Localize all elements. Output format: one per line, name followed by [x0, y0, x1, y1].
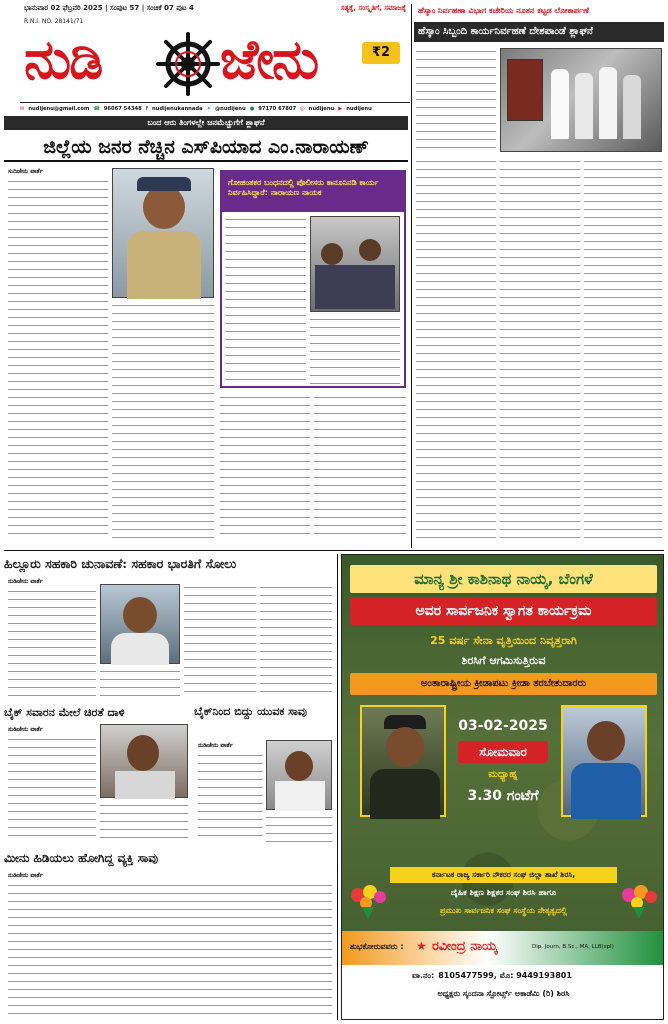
flower-bouquet-icon: [348, 883, 388, 919]
masthead-title-right: ಜೇನು: [220, 27, 318, 91]
hescom-photo: [500, 48, 662, 152]
hescom-col-a: [416, 158, 496, 544]
ad-line5: ಅಂತಾರಾಷ್ಟ್ರೀಯ ಕ್ರೀಡಾಪಟು ಕ್ರೀಡಾ ತರಬೇತುದಾರರು: [350, 673, 657, 695]
instagram-icon: ◎: [300, 105, 305, 112]
election-col-4: [260, 584, 332, 696]
election-headline: ಹಿಲ್ಲೂರು ಸಹಕಾರಿ ಚುನಾವಣೆ: ಸಹಕಾರ ಭಾರತಿಗೆ ಸೋಲು: [4, 556, 237, 571]
price-badge: ₹2: [362, 42, 400, 64]
lead-headline: ಜಿಲ್ಲೆಯ ಜನರ ನೆಚ್ಚಿನ ಎಸ್‌ಪಿಯಾದ ಎಂ.ನಾರಾಯಣ್: [4, 132, 408, 162]
bike-attack-dateline: ನುಡಿಜೇನು ವಾರ್ತೆ: [8, 726, 43, 733]
ad-org1: ಕರ್ನಾಟಕ ರಾಜ್ಯ ಸರ್ಕಾರಿ ನೌಕರರ ಸಂಘ ಜಿಲ್ಲಾ ಶಾಖೆ ಶಿರಸಿ,: [390, 867, 617, 883]
hescom-story: [414, 2, 664, 548]
ad-date: 03-02-2025: [458, 718, 548, 734]
bike-death-dateline: ನುಡಿಜೇನು ವಾರ್ತೆ: [198, 742, 233, 749]
drown-dateline: ನುಡಿಜೇನು ವಾರ್ತೆ: [8, 872, 43, 879]
ad-org2: ದೈಹಿಕ ಶಿಕ್ಷಣ ಶಿಕ್ಷಕರ ಸಂಘ ಶಿರಸಿ ಹಾಗೂ: [450, 888, 557, 897]
bike-death-headline: ಬೈಕ್‌ನಿಂದ ಬಿದ್ದು ಯುವಕ ಸಾವು: [194, 705, 307, 718]
flower-bouquet-icon: [619, 883, 659, 919]
welcome-ad: [341, 554, 664, 1020]
election-photo: [100, 584, 180, 664]
page-divider: [4, 550, 664, 551]
lead-inset-headline: ಗೋಹಂತಕರ ಬಂಧನದಲ್ಲಿ ಪೊಲೀಸರು ಕಾನೂನಿನಡಿ ಕಾರ್ಯ ನಿರ್ವಹಿಸಿದ್ದಾರೆ: ನಾರಾಯಣ ನಾಯಕ: [222, 172, 404, 212]
ad-line4: ಶಿರಸಿಗೆ ಆಗಮಿಸುತ್ತಿರುವ: [461, 654, 546, 667]
election-dateline: ನುಡಿಜೇನು ವಾರ್ತೆ: [8, 578, 43, 585]
masthead-title-left: ನುಡಿ: [24, 27, 102, 91]
ad-phones[interactable]: 8105477599, ಮೊ: 9449193801: [438, 971, 572, 980]
ad-wish-name: ರವೀಂದ್ರ ನಾಯ್ಕ: [432, 939, 498, 954]
bike-death-col-2: [266, 814, 332, 842]
ad-time: 3.30 ಗಂಟೆಗೆ: [467, 788, 539, 804]
whatsapp-icon: ●: [249, 105, 255, 112]
lead-kicker: ಬಂದ ಆರು ತಿಂಗಳಲ್ಲೇ ಜನಮೆಚ್ಚುಗೆಗೆ ಶ್ಲಾಘನೆ: [4, 116, 408, 130]
star-icon: ★: [416, 939, 427, 953]
lead-story: [4, 116, 408, 548]
lead-col-1: [8, 178, 108, 540]
election-story: [4, 554, 334, 700]
ad-athlete-photo: [561, 705, 647, 817]
column-divider: [411, 4, 412, 548]
masthead: [6, 2, 410, 114]
lead-col-4: [314, 394, 406, 540]
facebook-icon: f: [145, 105, 148, 112]
helm-wheel-icon: [156, 32, 220, 96]
ad-wish-qual: Dip. Journ, B.Sc., MA, LLB(spl): [532, 944, 614, 950]
lead-col-3: [220, 394, 310, 540]
lead-col-2: [112, 302, 214, 540]
contact-instagram[interactable]: nudijenu: [308, 105, 335, 112]
election-col-1: [8, 588, 96, 696]
bike-death-photo: [266, 740, 332, 810]
hescom-col-b: [500, 158, 580, 544]
contact-email[interactable]: nudijenu@gmail.com: [28, 105, 90, 112]
issue-line: ಭಾನುವಾರ 02 ಫೆಬ್ರವರಿ 2025 | ಸಂಪುಟ 57 | ಸಂಚಿಕೆ 07 ಪುಟ 4: [24, 4, 194, 12]
rni-number: R.N.I. NO. 28141/71: [24, 18, 84, 25]
ad-day: ಸೋಮವಾರ: [458, 741, 548, 763]
hescom-headline-small: ಹೆಸ್ಕಾಂ ನಿರ್ವಹಣಾ ವಿಭಾಗ ಕಚೇರಿಯ ನೂತನ ಕಟ್ಟಡ ಲೋಕಾರ್ಪಣೆ: [418, 6, 589, 15]
drown-body: [8, 882, 332, 1016]
ad-phone-label: ವಾ.ನಂ:: [412, 971, 435, 980]
ad-line1: ಮಾನ್ಯ ಶ್ರೀ ಕಾಶಿನಾಥ ನಾಯ್ಕ, ಬೆಂಗಳೆ: [350, 565, 657, 593]
bike-death-story: [194, 704, 334, 844]
lead-inset-photo: [310, 216, 400, 312]
tagline: ಸತ್ಯಕ್ಕೆ, ಸಂಸ್ಕೃತಿಗೆ, ಸಮಾಜಕ್ಕೆ: [340, 4, 406, 12]
hescom-headline: ಹೆಸ್ಕಾಂ ಸಿಬ್ಬಂದಿ ಕಾರ್ಯನಿರ್ವಹಣೆ ದೇಶಪಾಂಡೆ ಶ್ಲಾಘನೆ: [414, 22, 664, 42]
bike-attack-col-1: [8, 736, 96, 840]
contact-whatsapp[interactable]: 97170 67807: [258, 105, 297, 112]
ad-time-label: ಮಧ್ಯಾಹ್ನ: [488, 769, 518, 780]
phone-icon: ☎: [93, 105, 100, 112]
bottom-column-divider: [337, 554, 338, 1020]
ad-wish-band: [342, 931, 664, 1020]
ad-line3: 25 ವರ್ಷ ಸೇನಾ ವೃತ್ತಿಯಿಂದ ನಿವೃತ್ತರಾಗಿ: [430, 634, 577, 647]
hescom-col-1: [416, 48, 496, 152]
contact-youtube[interactable]: nudijenu: [346, 105, 372, 112]
twitter-icon: ✦: [206, 105, 211, 112]
ad-org3: ಪ್ರಮುಖ ಸಾರ್ವಜನಿಕ ಸಂಘ ಸಂಸ್ಥೆಯ ನೇತೃತ್ವದಲ್ಲಿ: [439, 906, 568, 915]
bike-attack-col-2: [100, 802, 188, 840]
ad-line2: ಅವರ ಸಾರ್ವಜನಿಕ ಸ್ವಾಗತ ಕಾರ್ಯಕ್ರಮ: [350, 597, 657, 625]
youtube-icon: ▶: [338, 105, 343, 112]
drown-story: [4, 848, 334, 1020]
ad-soldier-photo: [360, 705, 446, 817]
election-col-3: [184, 584, 256, 696]
bike-attack-story: [4, 704, 190, 844]
email-icon: ✉: [20, 105, 25, 112]
ad-phone-row: [412, 971, 612, 981]
lead-inset: [220, 170, 406, 388]
lead-sp-photo: [112, 168, 214, 298]
contact-strip: [20, 102, 410, 114]
contact-twitter[interactable]: @nudijenu: [214, 105, 246, 112]
contact-facebook[interactable]: nudijenukannada: [151, 105, 203, 112]
lead-inset-col-2: [310, 316, 400, 384]
contact-phone[interactable]: 96067 54348: [103, 105, 142, 112]
election-col-2: [100, 668, 180, 696]
drown-headline: ಮೀನು ಹಿಡಿಯಲು ಹೋಗಿದ್ದ ವ್ಯಕ್ತಿ ಸಾವು: [4, 851, 159, 865]
bike-attack-photo: [100, 724, 188, 798]
ad-wish-label: ಶುಭಕೋರುವವರು :: [350, 942, 404, 951]
bike-attack-headline: ಬೈಕ್ ಸವಾರನ ಮೇಲೆ ಚಿರತೆ ದಾಳಿ: [4, 706, 125, 719]
lead-dateline: ಸುದಿಜೇನು ವಾರ್ತೆ: [8, 168, 43, 175]
bike-death-col-1: [198, 752, 262, 842]
hescom-col-c: [584, 158, 662, 544]
lead-inset-col-1: [226, 216, 306, 384]
ad-footer: ಅಧ್ಯಕ್ಷರು ಸ್ಕಂದನಾ ಸ್ಪೋರ್ಟ್ಸ್ ಅಕಾಡೆಮಿ (ರಿ) ಶಿರಸಿ: [437, 989, 570, 998]
